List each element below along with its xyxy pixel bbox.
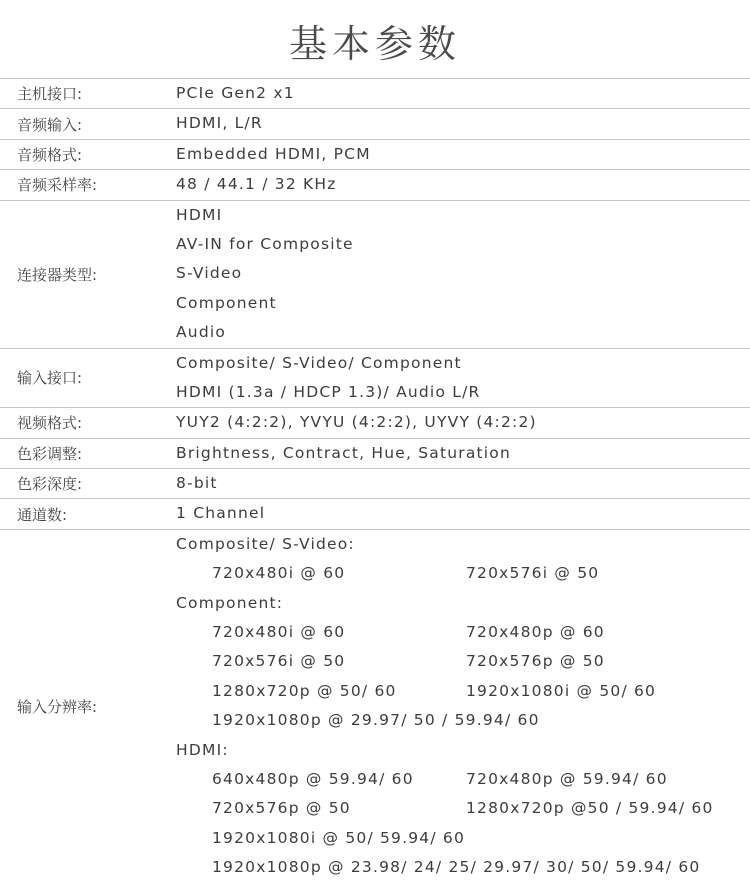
spec-value-col1: 640x480p @ 59.94/ 60 [212,769,414,788]
spec-value-line: PCIe Gen2 x1 [176,84,295,102]
spec-row [0,408,750,438]
spec-value-line: 1 Channel [176,504,266,523]
spec-value-col2: 720x576i @ 50 [466,564,600,583]
spec-table [0,78,750,883]
spec-values [176,79,750,108]
spec-values [176,109,750,138]
spec-value-line: 8-bit [176,474,218,493]
spec-value-subline [176,647,750,676]
spec-label: 视频格式: [17,414,83,433]
spec-value-col1: 720x480i @ 60 [212,623,346,642]
spec-value-line: Composite/ S-Video: [176,534,355,553]
spec-row [0,439,750,469]
spec-value-line: 48 / 44.1 / 32 KHz [176,175,337,194]
spec-value-line: HDMI [176,205,223,224]
spec-values [176,201,750,348]
spec-row [0,469,750,499]
spec-label: 音频输入: [17,115,83,134]
spec-value-subline [176,677,750,706]
spec-row [0,140,750,170]
spec-row [0,530,750,883]
spec-values [176,499,750,528]
spec-value-col2: 720x480p @ 60 [466,623,605,642]
spec-value-col2: 720x576p @ 50 [466,652,605,671]
spec-label: 音频采样率: [17,176,98,195]
spec-value-line: HDMI (1.3a / HDCP 1.3)/ Audio L/R [176,382,481,401]
spec-value-subline: 1920x1080i @ 50/ 59.94/ 60 [212,828,466,847]
spec-value-subline [176,794,750,823]
spec-values [176,530,750,883]
spec-value-subline: 1920x1080p @ 23.98/ 24/ 25/ 29.97/ 30/ 50/ 59.94/ 60 [212,858,701,877]
page-title: 基本参数 [288,22,461,66]
spec-value-col1: 1280x720p @ 50/ 60 [212,681,397,700]
spec-label: 输入接口: [17,369,83,388]
spec-values [176,408,750,437]
spec-values [176,140,750,169]
spec-label: 色彩调整: [17,444,83,463]
spec-value-line: HDMI: [176,740,229,759]
spec-values [176,170,750,199]
spec-value-line: Component [176,293,277,312]
spec-value-line: AV-IN for Composite [176,234,354,253]
spec-value-line: Component: [176,593,284,612]
spec-value-subline [176,559,750,588]
spec-values [176,439,750,468]
spec-value-col2: 1920x1080i @ 50/ 60 [466,681,657,700]
spec-value-subline [176,618,750,647]
spec-value-col2: 720x480p @ 59.94/ 60 [466,769,668,788]
spec-value-subline: 1920x1080p @ 29.97/ 50 / 59.94/ 60 [212,711,540,730]
spec-row [0,499,750,529]
spec-value-col1: 720x480i @ 60 [212,564,346,583]
spec-row [0,109,750,139]
spec-label: 输入分辨率: [17,697,98,716]
spec-label: 音频格式: [17,145,83,164]
spec-value-line: YUY2 (4:2:2), YVYU (4:2:2), UYVY (4:2:2) [176,413,537,432]
spec-value-col2: 1280x720p @50 / 59.94/ 60 [466,799,714,818]
spec-value-line: Audio [176,323,227,342]
spec-value-line: HDMI, L/R [176,114,263,133]
spec-label: 通道数: [17,505,68,524]
spec-value-line: S-Video [176,264,243,283]
spec-value-line: Composite/ S-Video/ Component [176,353,462,372]
spec-row [0,170,750,200]
spec-values [176,349,750,408]
spec-value-line: Embedded HDMI, PCM [176,144,371,163]
spec-label: 色彩深度: [17,475,83,494]
spec-value-subline [176,765,750,794]
spec-value-line: Brightness, Contract, Hue, Saturation [176,443,512,462]
spec-value-col1: 720x576p @ 50 [212,799,351,818]
spec-row [0,201,750,349]
spec-value-col1: 720x576i @ 50 [212,652,346,671]
spec-row [0,349,750,409]
spec-label: 主机接口: [17,85,83,104]
spec-values [176,469,750,498]
spec-label: 连接器类型: [17,265,98,284]
spec-row [0,79,750,109]
